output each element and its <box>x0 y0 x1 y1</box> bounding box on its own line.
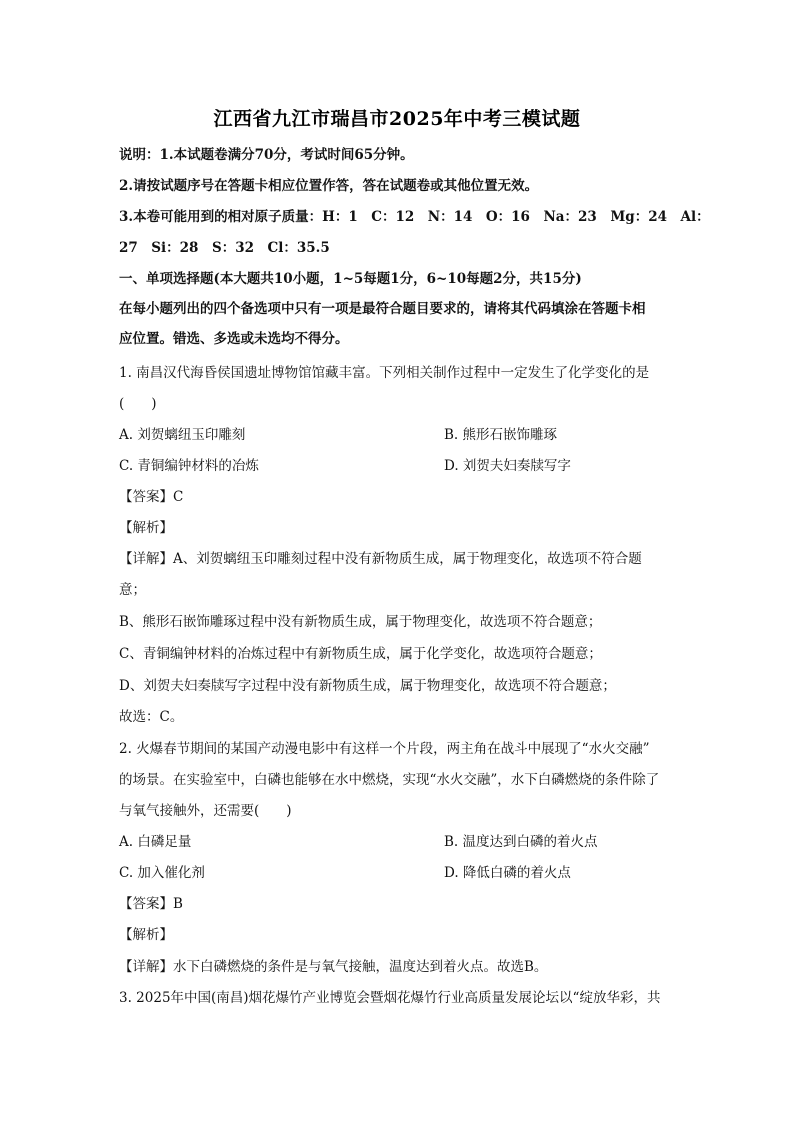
q2-option-d: D. 降低白磷的着火点 <box>444 865 571 881</box>
section-heading: 一、单项选择题(本大题共10小题，1~5每题1分，6~10每题2分，共15分) <box>119 271 582 287</box>
q2-option-b: B. 温度达到白磷的着火点 <box>444 834 598 850</box>
q2-answer-value: B <box>173 896 183 912</box>
q2-stem-line-1: 2. 火爆春节期间的某国产动漫电影中有这样一个片段，两主角在战斗中展现了“水火交融” <box>119 741 650 757</box>
q1-stem-line-2: ( ) <box>119 396 157 412</box>
q1-detail-line-5: D、刘贺夫妇奏牍写字过程中没有新物质生成，属于物理变化，故选项不符合题意； <box>119 678 616 694</box>
q2-answer <box>119 895 183 913</box>
q1-detail-line-2: 意； <box>119 582 146 598</box>
q3-stem-line-1: 3. 2025年中国(南昌)烟花爆竹产业博览会暨烟花爆竹行业高质量发展论坛以“绽放华彩，共 <box>119 990 661 1006</box>
exam-title: 江西省九江市瑞昌市2025年中考三模试题 <box>213 108 581 130</box>
note-line-2: 2.请按试题序号在答题卡相应位置作答，答在试题卷或其他位置无效。 <box>119 178 539 194</box>
note-line-4: 27 Si：28 S：32 Cl：35.5 <box>119 240 330 256</box>
q2-detail-line-1: 【详解】水下白磷燃烧的条件是与氧气接触，温度达到着火点。故选B。 <box>119 959 548 975</box>
q2-stem-line-3: 与氧气接触外，还需要( ) <box>119 803 292 819</box>
q1-answer-label: 【答案】 <box>119 489 173 505</box>
q1-detail-line-6: 故选：C。 <box>119 709 184 725</box>
q2-option-c: C. 加入催化剂 <box>119 865 205 881</box>
q1-detail-line-3: B、熊形石嵌饰雕琢过程中没有新物质生成，属于物理变化，故选项不符合题意； <box>119 614 602 630</box>
q1-option-c: C. 青铜编钟材料的冶炼 <box>119 458 259 474</box>
q1-stem-line-1: 1. 南昌汉代海昏侯国遗址博物馆馆藏丰富。下列相关制作过程中一定发生了化学变化的是 <box>119 365 650 381</box>
q1-answer <box>119 488 183 506</box>
q2-stem-line-2: 的场景。在实验室中，白磷也能够在水中燃烧，实现“水火交融”，水下白磷燃烧的条件除了 <box>119 772 660 788</box>
section-instruction-2: 应位置。错选、多选或未选均不得分。 <box>119 331 349 347</box>
q1-detail-line-4: C、青铜编钟材料的冶炼过程中有新物质生成，属于化学变化，故选项符合题意； <box>119 646 602 662</box>
q1-answer-value: C <box>173 489 184 505</box>
note-line-3: 3.本卷可能用到的相对原子质量：H：1 C：12 N：14 O：16 Na：23 Mg：24 Al： <box>119 209 710 225</box>
q2-answer-label: 【答案】 <box>119 896 173 912</box>
q2-analysis-label: 【解析】 <box>119 927 173 943</box>
section-instruction-1: 在每小题列出的四个备选项中只有一项是最符合题目要求的，请将其代码填涂在答题卡相 <box>119 301 646 317</box>
q1-analysis-label: 【解析】 <box>119 520 173 536</box>
note-line-1: 说明：1.本试题卷满分70分，考试时间65分钟。 <box>119 147 414 163</box>
q1-option-a: A. 刘贺螭纽玉印雕刻 <box>119 427 246 443</box>
q2-option-a: A. 白磷足量 <box>119 834 192 850</box>
q1-detail-line-1: 【详解】A、刘贺螭纽玉印雕刻过程中没有新物质生成，属于物理变化，故选项不符合题 <box>119 551 642 567</box>
q1-option-b: B. 熊形石嵌饰雕琢 <box>444 427 558 443</box>
q1-option-d: D. 刘贺夫妇奏牍写字 <box>444 458 571 474</box>
